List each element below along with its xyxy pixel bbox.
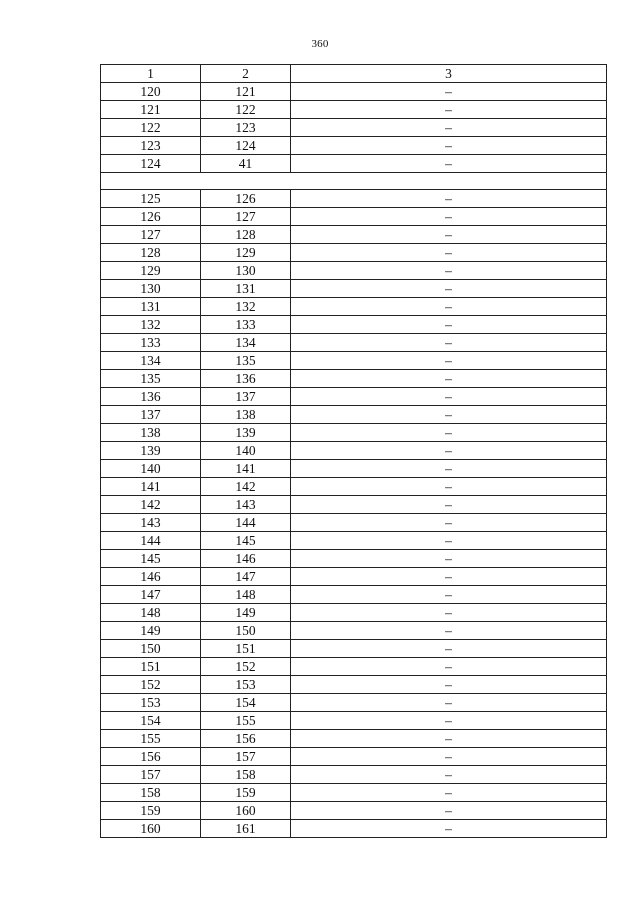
table-row — [101, 568, 607, 586]
table-cell-col-2: 145 — [201, 532, 291, 550]
table-cell-col-3: – — [291, 226, 607, 244]
table-row — [101, 190, 607, 208]
table-row — [101, 83, 607, 101]
table-cell-col-3: – — [291, 622, 607, 640]
separator-cell — [101, 173, 607, 190]
table-row — [101, 802, 607, 820]
table-cell-col-2: 154 — [201, 694, 291, 712]
table-cell-col-2: 123 — [201, 119, 291, 137]
table-row — [101, 478, 607, 496]
table-cell-col-1: 139 — [101, 442, 201, 460]
table-cell-col-2: 133 — [201, 316, 291, 334]
table-cell-col-1: 129 — [101, 262, 201, 280]
table-cell-col-3: – — [291, 586, 607, 604]
table-row — [101, 820, 607, 838]
table-cell-col-2: 160 — [201, 802, 291, 820]
table-cell-col-3: – — [291, 424, 607, 442]
table-cell-col-1: 152 — [101, 676, 201, 694]
table-row — [101, 496, 607, 514]
table-cell-col-2: 151 — [201, 640, 291, 658]
table-cell-col-2: 157 — [201, 748, 291, 766]
table-cell-col-3: – — [291, 658, 607, 676]
table-cell-col-3: – — [291, 208, 607, 226]
table-cell-col-3: – — [291, 101, 607, 119]
table-row — [101, 604, 607, 622]
table-cell-col-2: 159 — [201, 784, 291, 802]
table-row — [101, 442, 607, 460]
table-header-row — [101, 65, 607, 83]
table-cell-col-3: – — [291, 334, 607, 352]
table-cell-col-2: 143 — [201, 496, 291, 514]
table-cell-col-2: 140 — [201, 442, 291, 460]
table-cell-col-3: – — [291, 748, 607, 766]
table-row — [101, 658, 607, 676]
table-cell-col-1: 144 — [101, 532, 201, 550]
table-row — [101, 155, 607, 173]
table-body — [101, 65, 607, 838]
table-cell-col-1: 135 — [101, 370, 201, 388]
table-cell-col-1: 137 — [101, 406, 201, 424]
table-cell-col-3: – — [291, 460, 607, 478]
table-cell-col-1: 147 — [101, 586, 201, 604]
table-cell-col-1: 143 — [101, 514, 201, 532]
table-cell-col-3: – — [291, 155, 607, 173]
table-cell-col-3: – — [291, 514, 607, 532]
table-section-separator — [101, 173, 607, 190]
table-cell-col-1: 125 — [101, 190, 201, 208]
table-cell-col-2: 41 — [201, 155, 291, 173]
table-cell-col-3: – — [291, 640, 607, 658]
table-cell-col-3: – — [291, 604, 607, 622]
table-cell-col-2: 134 — [201, 334, 291, 352]
table-cell-col-3: – — [291, 298, 607, 316]
table-cell-col-2: 149 — [201, 604, 291, 622]
table-row — [101, 370, 607, 388]
table-row — [101, 640, 607, 658]
table-cell-col-3: – — [291, 280, 607, 298]
table-cell-col-1: 160 — [101, 820, 201, 838]
table-cell-col-1: 130 — [101, 280, 201, 298]
table-cell-col-1: 131 — [101, 298, 201, 316]
table-cell-col-2: 129 — [201, 244, 291, 262]
table-cell-col-2: 122 — [201, 101, 291, 119]
table-cell-col-1: 141 — [101, 478, 201, 496]
table-cell-col-1: 145 — [101, 550, 201, 568]
table-row — [101, 316, 607, 334]
table-cell-col-2: 128 — [201, 226, 291, 244]
table-cell-col-2: 144 — [201, 514, 291, 532]
table-cell-col-3: – — [291, 137, 607, 155]
table-cell-col-2: 150 — [201, 622, 291, 640]
table-cell-col-3: – — [291, 802, 607, 820]
table-row — [101, 226, 607, 244]
table-cell-col-1: 138 — [101, 424, 201, 442]
table-cell-col-3: – — [291, 478, 607, 496]
table-cell-col-1: 154 — [101, 712, 201, 730]
table-cell-col-3: – — [291, 766, 607, 784]
table-cell-col-3: – — [291, 676, 607, 694]
column-header-1: 1 — [101, 65, 201, 83]
table-cell-col-2: 137 — [201, 388, 291, 406]
table-cell-col-3: – — [291, 262, 607, 280]
table-row — [101, 244, 607, 262]
table-cell-col-2: 126 — [201, 190, 291, 208]
table-cell-col-2: 132 — [201, 298, 291, 316]
table-row — [101, 784, 607, 802]
table-cell-col-1: 132 — [101, 316, 201, 334]
table-cell-col-1: 153 — [101, 694, 201, 712]
table-row — [101, 262, 607, 280]
table-cell-col-2: 139 — [201, 424, 291, 442]
table-row — [101, 119, 607, 137]
table-cell-col-3: – — [291, 532, 607, 550]
table-row — [101, 280, 607, 298]
table-row — [101, 730, 607, 748]
table-row — [101, 406, 607, 424]
table-cell-col-3: – — [291, 244, 607, 262]
table-cell-col-2: 142 — [201, 478, 291, 496]
table-cell-col-1: 123 — [101, 137, 201, 155]
table-row — [101, 334, 607, 352]
table-cell-col-2: 161 — [201, 820, 291, 838]
table-cell-col-2: 136 — [201, 370, 291, 388]
table-cell-col-2: 155 — [201, 712, 291, 730]
table-cell-col-1: 159 — [101, 802, 201, 820]
table-row — [101, 748, 607, 766]
table-cell-col-2: 156 — [201, 730, 291, 748]
table-cell-col-2: 127 — [201, 208, 291, 226]
table-cell-col-2: 130 — [201, 262, 291, 280]
table-cell-col-3: – — [291, 442, 607, 460]
table-cell-col-2: 131 — [201, 280, 291, 298]
table-row — [101, 460, 607, 478]
table-row — [101, 694, 607, 712]
table-cell-col-1: 128 — [101, 244, 201, 262]
table-cell-col-3: – — [291, 119, 607, 137]
table-cell-col-2: 138 — [201, 406, 291, 424]
table-cell-col-1: 155 — [101, 730, 201, 748]
table-cell-col-1: 142 — [101, 496, 201, 514]
table-cell-col-1: 150 — [101, 640, 201, 658]
table-cell-col-3: – — [291, 370, 607, 388]
table-row — [101, 622, 607, 640]
table-cell-col-1: 134 — [101, 352, 201, 370]
table-cell-col-1: 136 — [101, 388, 201, 406]
table-cell-col-3: – — [291, 316, 607, 334]
table-row — [101, 208, 607, 226]
table-cell-col-2: 141 — [201, 460, 291, 478]
table-cell-col-2: 158 — [201, 766, 291, 784]
table-cell-col-1: 156 — [101, 748, 201, 766]
table-cell-col-1: 157 — [101, 766, 201, 784]
table-row — [101, 388, 607, 406]
table-cell-col-3: – — [291, 730, 607, 748]
column-header-2: 2 — [201, 65, 291, 83]
table-row — [101, 298, 607, 316]
table-cell-col-2: 152 — [201, 658, 291, 676]
table-row — [101, 424, 607, 442]
table-cell-col-2: 146 — [201, 550, 291, 568]
table-cell-col-2: 148 — [201, 586, 291, 604]
table-cell-col-1: 151 — [101, 658, 201, 676]
table-cell-col-3: – — [291, 406, 607, 424]
column-header-3: 3 — [291, 65, 607, 83]
table-row — [101, 550, 607, 568]
page-number: 360 — [311, 38, 329, 50]
table-cell-col-3: – — [291, 712, 607, 730]
table-row — [101, 137, 607, 155]
table-cell-col-1: 133 — [101, 334, 201, 352]
table-cell-col-1: 127 — [101, 226, 201, 244]
table-row — [101, 352, 607, 370]
table-row — [101, 712, 607, 730]
table-cell-col-2: 147 — [201, 568, 291, 586]
table-row — [101, 766, 607, 784]
table-cell-col-3: – — [291, 496, 607, 514]
table-cell-col-1: 158 — [101, 784, 201, 802]
data-table — [100, 64, 607, 838]
table-cell-col-2: 135 — [201, 352, 291, 370]
table-cell-col-3: – — [291, 550, 607, 568]
table-row — [101, 676, 607, 694]
table-cell-col-3: – — [291, 352, 607, 370]
table-cell-col-3: – — [291, 190, 607, 208]
table-cell-col-3: – — [291, 694, 607, 712]
table-row — [101, 586, 607, 604]
table-cell-col-3: – — [291, 388, 607, 406]
table-cell-col-3: – — [291, 568, 607, 586]
table-row — [101, 101, 607, 119]
table-cell-col-2: 124 — [201, 137, 291, 155]
table-cell-col-1: 121 — [101, 101, 201, 119]
table-cell-col-3: – — [291, 784, 607, 802]
table-row — [101, 514, 607, 532]
table-cell-col-2: 153 — [201, 676, 291, 694]
table-row — [101, 532, 607, 550]
table-cell-col-1: 124 — [101, 155, 201, 173]
table-cell-col-1: 126 — [101, 208, 201, 226]
table-cell-col-3: – — [291, 83, 607, 101]
table-cell-col-3: – — [291, 820, 607, 838]
table-cell-col-2: 121 — [201, 83, 291, 101]
table-cell-col-1: 122 — [101, 119, 201, 137]
table-cell-col-1: 120 — [101, 83, 201, 101]
table-cell-col-1: 149 — [101, 622, 201, 640]
table-cell-col-1: 146 — [101, 568, 201, 586]
table-cell-col-1: 148 — [101, 604, 201, 622]
table-cell-col-1: 140 — [101, 460, 201, 478]
